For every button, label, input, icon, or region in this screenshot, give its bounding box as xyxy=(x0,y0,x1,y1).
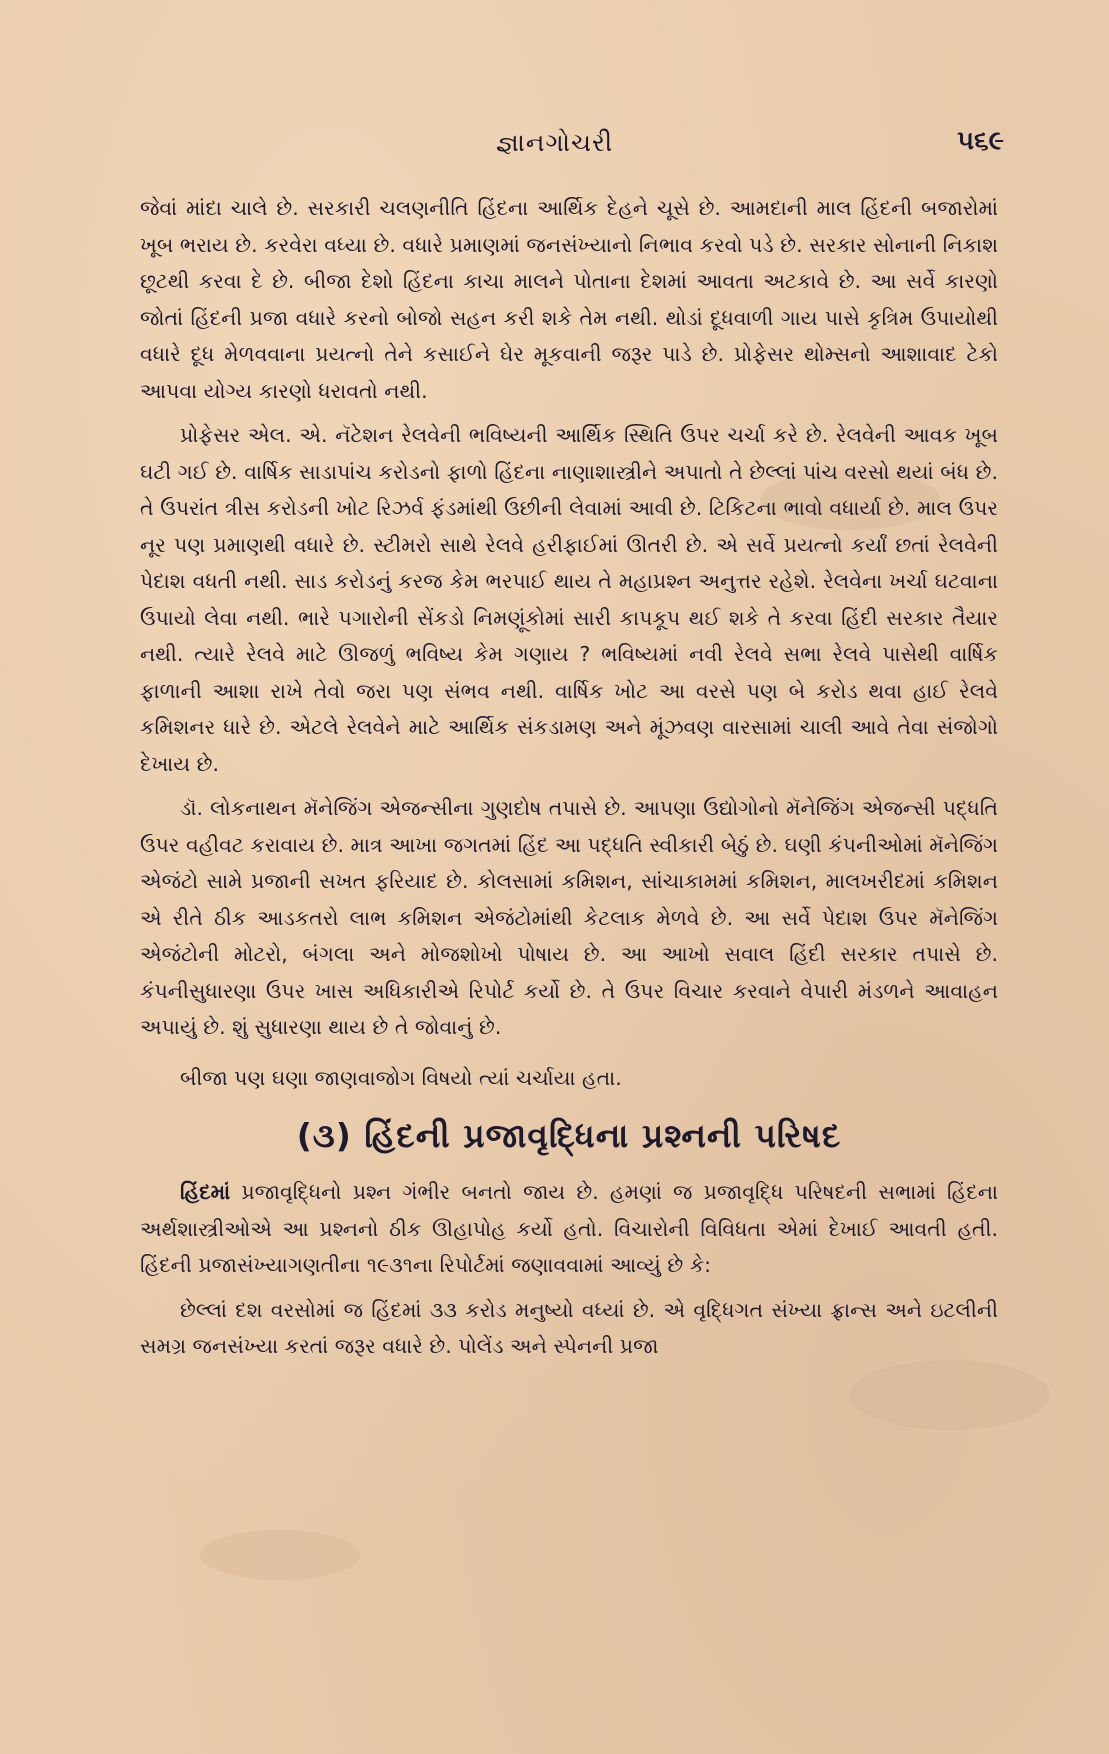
section-quote: છેલ્લાં દશ વરસોમાં જ હિંદમાં ૩૩ કરોડ મનુષ્યો વધ્યાં છે. એ વૃદ્ધિગત સંખ્યા ફ્રાન્સ અને ઇટલીની સમગ્ર જનસંખ્યા કરતાં જરૂર વધારે છે. પોલેંડ અને સ્પેનની પ્રજા xyxy=(140,1297,998,1358)
paper-stain xyxy=(200,1530,360,1580)
running-title: જ્ઞાનગોચરી xyxy=(495,128,614,157)
paragraph-1: જેવાં માંદા ચાલે છે. સરકારી ચલણનીતિ હિંદના આર્થિક દેહને ચૂસે છે. આમદાની માલ હિંદની બજારોમાં ખૂબ ભરાય છે. કરવેરા વધ્યા છે. વધારે પ્રમાણમાં જનસંખ્યાનો નિભાવ કરવો પડે છે. સરકાર સોનાની નિકાશ છૂટથી કરવા દે છે. બીજા દેશો હિંદના કાચા માલને પોતાના દેશમાં આવતા અટકાવે છે. આ સર્વે કારણો જોતાં હિંદની પ્રજા વધારે કરનો બોજો સહન કરી શકે તેમ નથી. થોડાં દૂધવાળી ગાય પાસે કૃત્રિમ ઉપાયોથી વધારે દૂધ મેળવવાના પ્રયત્નો તેને કસાઈને ઘેર મૂકવાની જરૂર પાડે છે. પ્રોફેસર થોમ્સનો આશાવાદ ટેકો આપવા યોગ્ય કારણો ધરાવતો નથી. xyxy=(140,196,998,403)
running-head xyxy=(0,128,1109,168)
body-text xyxy=(140,190,998,1365)
paper-stain xyxy=(850,1360,1050,1430)
page-number: ૫૬૯ xyxy=(956,126,1004,156)
paragraph-3: ડૉ. લોકનાથન મૅનેજિંગ એજન્સીના ગુણદોષ તપાસે છે. આપણા ઉદ્યોગોનો મૅનેજિંગ એજન્સી પદ્ધતિ ઉપર વહીવટ કરાવાય છે. માત્ર આખા જગતમાં હિંદ આ પદ્ધતિ સ્વીકારી બેઠું છે. ઘણી કંપનીઓમાં મૅનેજિંગ એજંટો સામે પ્રજાની સખત ફરિયાદ છે. કોલસામાં કમિશન, સાંચાકામમાં કમિશન, માલખરીદમાં કમિશન એ રીતે ઠીક આડકતરો લાભ કમિશન એજંટોમાંથી કેટલાક મેળવે છે. આ સર્વે પેદાશ ઉપર મૅનેજિંગ એજંટોની મોટરો, બંગલા અને મોજશોખો પોષાય છે. આ આખો સવાલ હિંદી સરકાર તપાસે છે. કંપનીસુધારણા ઉપર ખાસ અધિકારીએ રિપોર્ટ કર્યો છે. તે ઉપર વિચાર કરવાને વેપારી મંડળને આવાહન અપાયું છે. શું સુધારણા થાય છે તે જોવાનું છે. xyxy=(140,796,998,1039)
paragraph-2: પ્રોફેસર એલ. એ. નૅટેશન રેલવેની ભવિષ્યની આર્થિક સ્થિતિ ઉપર ચર્ચા કરે છે. રેલવેની આવક ખૂબ ઘટી ગઈ છે. વાર્ષિક સાડાપાંચ કરોડનો ફાળો હિંદના નાણાશાસ્ત્રીને અપાતો તે છેલ્લાં પાંચ વરસો થયાં બંધ છે. તે ઉપરાંત ત્રીસ કરોડની ખોટ રિઝર્વ ફંડમાંથી ઉછીની લેવામાં આવી છે. ટિકિટના ભાવો વધાર્યા છે. માલ ઉપર નૂર પણ પ્રમાણથી વધારે છે. સ્ટીમરો સાથે રેલવે હરીફાઈમાં ઊતરી છે. એ સર્વે પ્રયત્નો કર્યાં છતાં રેલવેની પેદાશ વધતી નથી. સાડ કરોડનું કરજ કેમ ભરપાઈ થાય તે મહાપ્રશ્ન અનુત્તર રહેશે. રેલવેના ખર્ચા ઘટવાના ઉપાયો લેવા નથી. ભારે પગારોની સેંકડો નિમણૂંકોમાં સારી કાપકૂપ થઈ શકે તે કરવા હિંદી સરકાર તૈયાર નથી. ત્યારે રેલવે માટે ઊજળું ભવિષ્ય કેમ ગણાય ? ભવિષ્યમાં નવી રેલવે સભા રેલવે પાસેથી વાર્ષિક ફાળાની આશા રાખે તેવો જરા પણ સંભવ નથી. વાર્ષિક ખોટ આ વરસે પણ બે કરોડ થવા હાઈ રેલવે કમિશનર ધારે છે. એટલે રેલવેને માટે આર્થિક સંકડામણ અને મૂંઝવણ વારસામાં ચાલી આવે તેવા સંજોગો દેખાય છે. xyxy=(140,423,998,776)
section-paragraph-text: પ્રજાવૃદ્ધિનો પ્રશ્ન ગંભીર બનતો જાય છે. હમણાં જ પ્રજાવૃદ્ધિ પરિષદની સભામાં હિંદના અર્થશાસ્ત્રીઓએ આ પ્રશ્નનો ઠીક ઊહાપોહ કર્યો હતો. વિચારોની વિવિધતા એમાં દેખાઈ આવતી હતી. હિંદની પ્રજાસંખ્યાગણતીના ૧૯૩૧ના રિપોર્ટમાં જણાવવામાં આવ્યું છે કે: xyxy=(140,1180,998,1277)
section-paragraph xyxy=(140,1174,998,1284)
section-heading: (૩) હિંદની પ્રજાવૃદ્ધિના પ્રશ્નની પરિષદ xyxy=(296,1116,842,1155)
section-lead-word: હિંદમાં xyxy=(180,1180,231,1204)
paragraph-4: બીજા પણ ઘણા જાણવાજોગ વિષયો ત્યાં ચર્ચાયા હતા. xyxy=(180,1065,622,1090)
